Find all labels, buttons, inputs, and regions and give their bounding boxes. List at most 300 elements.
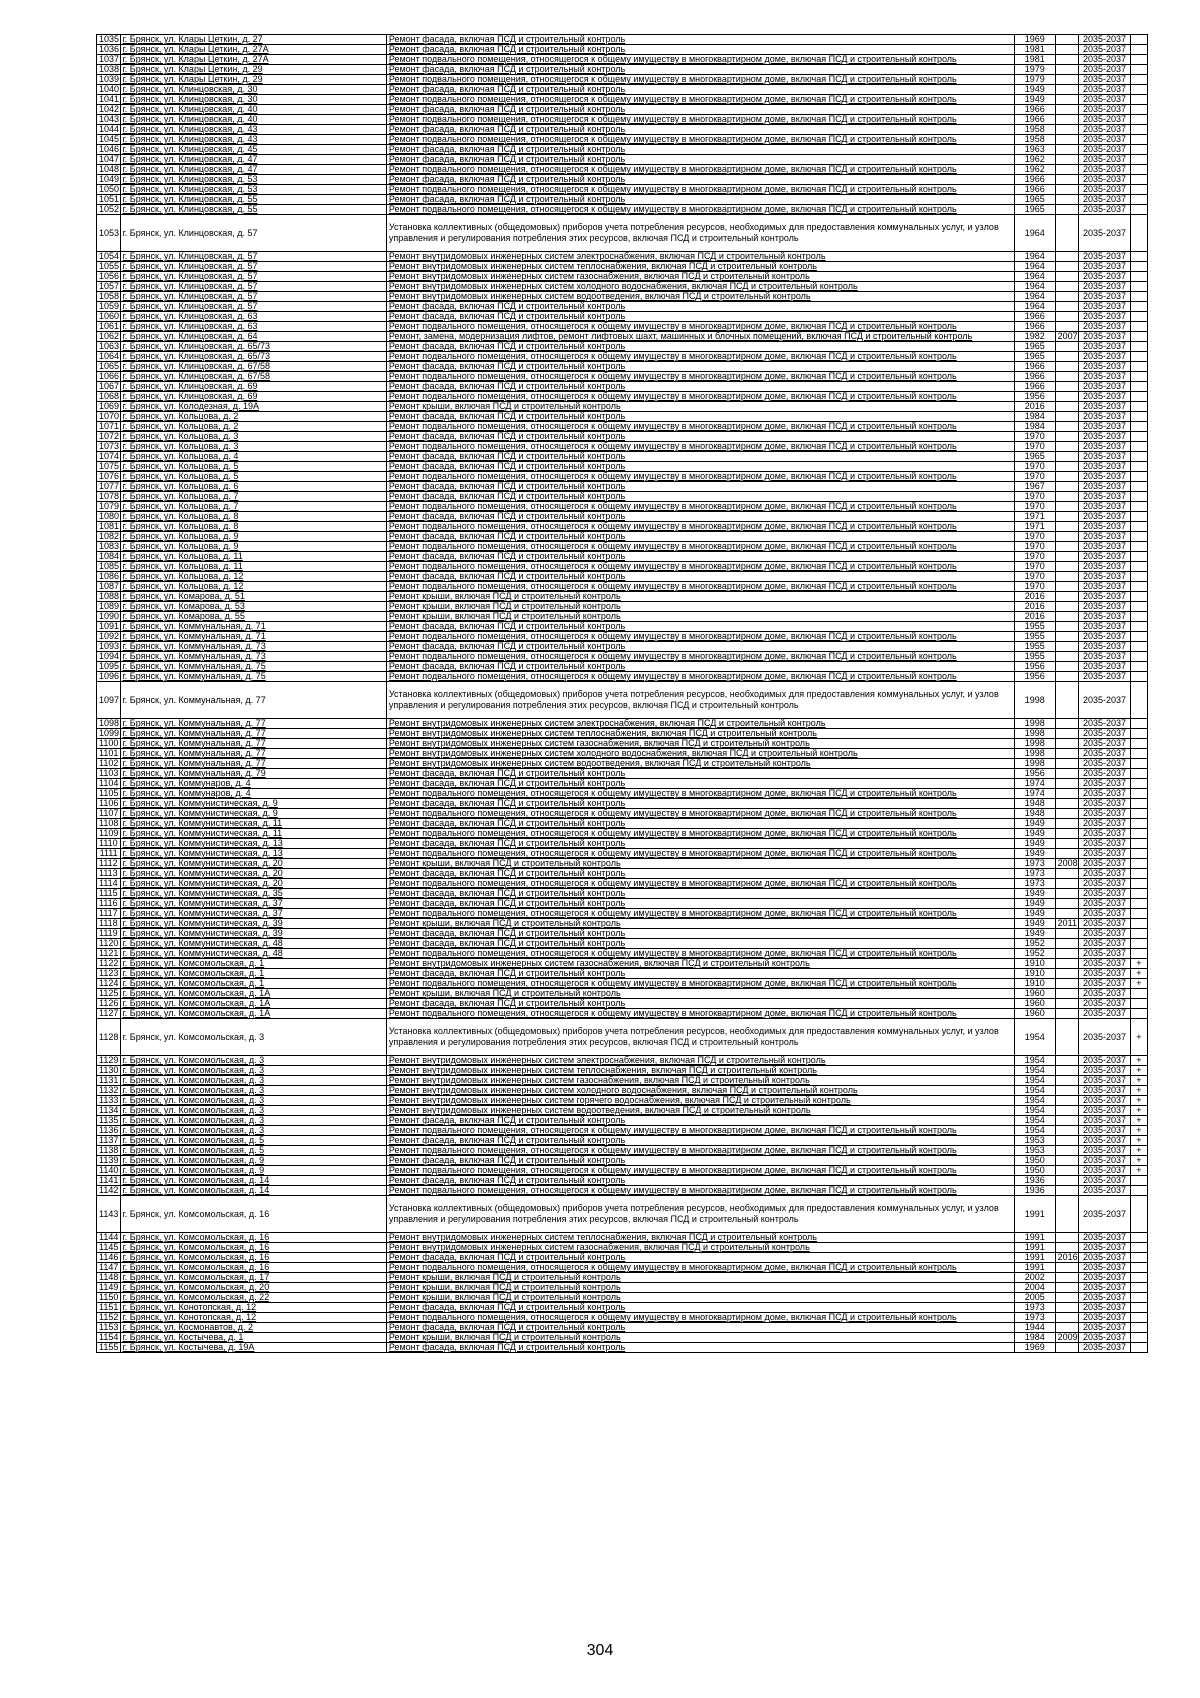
work-type-cell: Ремонт крыши, включая ПСД и строительный контроль [386,919,1014,929]
row-number: 1108 [97,819,121,829]
repair-year-cell: 2009 [1055,1333,1079,1343]
row-number: 1048 [97,165,121,175]
work-type-cell: Ремонт фасада, включая ПСД и строительный контроль [386,35,1014,45]
build-year-cell: 1953 [1014,1146,1055,1156]
address-cell: г. Брянск, ул. Кольцова, д. 2 [120,422,386,432]
row-number: 1059 [97,302,121,312]
table-row [97,382,1148,392]
row-number: 1111 [97,849,121,859]
row-number: 1071 [97,422,121,432]
work-type-cell: Ремонт внутридомовых инженерных систем холодного водоснабжения, включая ПСД и строительный контроль [386,1086,1014,1096]
repair-year-cell [1055,652,1079,662]
mark-cell [1130,1283,1147,1293]
build-year-cell: 1973 [1014,869,1055,879]
repair-year-cell [1055,402,1079,412]
work-type-cell: Ремонт фасада, включая ПСД и строительный контроль [386,412,1014,422]
mark-cell: + [1130,969,1147,979]
period-cell: 2035-2037 [1079,1106,1131,1116]
repair-year-cell [1055,372,1079,382]
period-cell: 2035-2037 [1079,125,1131,135]
repair-year-cell [1055,1186,1079,1196]
period-cell: 2035-2037 [1079,969,1131,979]
work-type-cell: Ремонт подвального помещения, относящегося к общему имуществу в многоквартирном доме, включая ПСД и строительный контроль [386,442,1014,452]
mark-cell [1130,322,1147,332]
row-number: 1082 [97,532,121,542]
work-type-cell: Ремонт фасада, включая ПСД и строительный контроль [386,1116,1014,1126]
period-cell: 2035-2037 [1079,302,1131,312]
work-type-cell: Ремонт подвального помещения, относящегося к общему имуществу в многоквартирном доме, включая ПСД и строительный контроль [386,95,1014,105]
period-cell: 2035-2037 [1079,422,1131,432]
period-cell: 2035-2037 [1079,145,1131,155]
work-type-cell: Ремонт фасада, включая ПСД и строительный контроль [386,145,1014,155]
period-cell: 2035-2037 [1079,1086,1131,1096]
work-type-cell: Ремонт фасада, включая ПСД и строительный контроль [386,312,1014,322]
repair-year-cell [1055,1076,1079,1086]
build-year-cell: 1960 [1014,1009,1055,1019]
mark-cell [1130,809,1147,819]
period-cell: 2035-2037 [1079,185,1131,195]
repair-year-cell [1055,522,1079,532]
row-number: 1091 [97,622,121,632]
mark-cell [1130,35,1147,45]
period-cell: 2035-2037 [1079,95,1131,105]
mark-cell [1130,1273,1147,1283]
work-type-cell: Ремонт фасада, включая ПСД и строительный контроль [386,1156,1014,1166]
address-cell: г. Брянск, ул. Коммунальная, д. 77 [120,739,386,749]
row-number: 1050 [97,185,121,195]
mark-cell [1130,105,1147,115]
build-year-cell: 1964 [1014,302,1055,312]
repair-year-cell [1055,155,1079,165]
work-type-cell: Ремонт подвального помещения, относящегося к общему имуществу в многоквартирном доме, включая ПСД и строительный контроль [386,135,1014,145]
row-number: 1125 [97,989,121,999]
mark-cell [1130,622,1147,632]
period-cell: 2035-2037 [1079,1136,1131,1146]
build-year-cell: 1936 [1014,1186,1055,1196]
mark-cell [1130,989,1147,999]
repair-year-cell [1055,1303,1079,1313]
repair-year-cell [1055,195,1079,205]
address-cell: г. Брянск, ул. Клинцовская, д. 67/58 [120,362,386,372]
work-type-cell: Ремонт фасада, включая ПСД и строительный контроль [386,889,1014,899]
mark-cell [1130,1293,1147,1303]
work-type-cell: Ремонт подвального помещения, относящегося к общему имуществу в многоквартирном доме, включая ПСД и строительный контроль [386,789,1014,799]
repair-year-cell [1055,1313,1079,1323]
address-cell: г. Брянск, ул. Кольцова, д. 11 [120,562,386,572]
period-cell: 2035-2037 [1079,1166,1131,1176]
period-cell: 2035-2037 [1079,1076,1131,1086]
row-number: 1141 [97,1176,121,1186]
table-row [97,372,1148,382]
address-cell: г. Брянск, ул. Коммунальная, д. 75 [120,672,386,682]
period-cell: 2035-2037 [1079,682,1131,719]
row-number: 1124 [97,979,121,989]
address-cell: г. Брянск, ул. Кольцова, д. 11 [120,552,386,562]
mark-cell [1130,819,1147,829]
period-cell: 2035-2037 [1079,632,1131,642]
mark-cell [1130,55,1147,65]
table-row [97,115,1148,125]
repair-year-cell [1055,719,1079,729]
repair-year-cell [1055,1066,1079,1076]
repair-year-cell [1055,769,1079,779]
period-cell: 2035-2037 [1079,215,1131,252]
address-cell: г. Брянск, ул. Коммунистическая, д. 37 [120,909,386,919]
row-number: 1101 [97,749,121,759]
work-type-cell: Ремонт фасада, включая ПСД и строительный контроль [386,125,1014,135]
address-cell: г. Брянск, ул. Кольцова, д. 6 [120,482,386,492]
period-cell: 2035-2037 [1079,522,1131,532]
repair-year-cell [1055,532,1079,542]
period-cell: 2035-2037 [1079,1313,1131,1323]
build-year-cell: 1956 [1014,672,1055,682]
period-cell: 2035-2037 [1079,562,1131,572]
work-type-cell: Ремонт фасада, включая ПСД и строительный контроль [386,382,1014,392]
work-type-cell: Ремонт фасада, включая ПСД и строительный контроль [386,512,1014,522]
mark-cell [1130,65,1147,75]
table-row [97,402,1148,412]
repair-year-cell [1055,145,1079,155]
address-cell: г. Брянск, ул. Клинцовская, д. 47 [120,155,386,165]
mark-cell: + [1130,1019,1147,1056]
address-cell: г. Брянск, ул. Коммунистическая, д. 48 [120,939,386,949]
period-cell: 2035-2037 [1079,1233,1131,1243]
build-year-cell: 1984 [1014,412,1055,422]
address-cell: г. Брянск, ул. Клары Цеткин, д. 27 [120,35,386,45]
table-row [97,819,1148,829]
period-cell: 2035-2037 [1079,672,1131,682]
table-row [97,1323,1148,1333]
mark-cell [1130,1243,1147,1253]
build-year-cell: 1979 [1014,65,1055,75]
work-type-cell: Ремонт фасада, включая ПСД и строительный контроль [386,969,1014,979]
repair-year-cell [1055,55,1079,65]
build-year-cell: 1949 [1014,899,1055,909]
work-type-cell: Ремонт подвального помещения, относящегося к общему имуществу в многоквартирном доме, включая ПСД и строительный контроль [386,949,1014,959]
period-cell: 2035-2037 [1079,292,1131,302]
mark-cell: + [1130,1086,1147,1096]
build-year-cell: 1949 [1014,839,1055,849]
row-number: 1051 [97,195,121,205]
build-year-cell: 1969 [1014,35,1055,45]
period-cell: 2035-2037 [1079,322,1131,332]
address-cell: г. Брянск, ул. Комсомольская, д. 3 [120,1126,386,1136]
repair-year-cell [1055,1283,1079,1293]
table-row [97,1086,1148,1096]
address-cell: г. Брянск, ул. Коммунистическая, д. 48 [120,949,386,959]
mark-cell [1130,779,1147,789]
address-cell: г. Брянск, ул. Комсомольская, д. 17 [120,1273,386,1283]
address-cell: г. Брянск, ул. Клинцовская, д. 30 [120,85,386,95]
period-cell: 2035-2037 [1079,642,1131,652]
address-cell: г. Брянск, ул. Коммунистическая, д. 9 [120,809,386,819]
build-year-cell: 1949 [1014,829,1055,839]
period-cell: 2035-2037 [1079,759,1131,769]
work-type-cell: Ремонт подвального помещения, относящегося к общему имуществу в многоквартирном доме, включая ПСД и строительный контроль [386,849,1014,859]
build-year-cell: 1964 [1014,272,1055,282]
row-number: 1065 [97,362,121,372]
mark-cell [1130,839,1147,849]
row-number: 1075 [97,462,121,472]
period-cell: 2035-2037 [1079,272,1131,282]
mark-cell [1130,1303,1147,1313]
mark-cell [1130,252,1147,262]
table-row [97,1233,1148,1243]
address-cell: г. Брянск, ул. Кольцова, д. 5 [120,462,386,472]
address-cell: г. Брянск, ул. Кольцова, д. 7 [120,492,386,502]
repair-year-cell [1055,809,1079,819]
address-cell: г. Брянск, ул. Кольцова, д. 4 [120,452,386,462]
build-year-cell: 1974 [1014,789,1055,799]
build-year-cell: 1966 [1014,362,1055,372]
row-number: 1151 [97,1303,121,1313]
build-year-cell: 1958 [1014,125,1055,135]
address-cell: г. Брянск, ул. Кольцова, д. 5 [120,472,386,482]
table-row [97,939,1148,949]
repair-year-cell [1055,1056,1079,1066]
mark-cell [1130,1313,1147,1323]
build-year-cell: 1960 [1014,999,1055,1009]
table-row [97,769,1148,779]
address-cell: г. Брянск, ул. Коммунистическая, д. 9 [120,799,386,809]
period-cell: 2035-2037 [1079,502,1131,512]
period-cell: 2035-2037 [1079,1126,1131,1136]
work-type-cell: Ремонт подвального помещения, относящегося к общему имуществу в многоквартирном доме, включая ПСД и строительный контроль [386,582,1014,592]
table-row [97,642,1148,652]
row-number: 1145 [97,1243,121,1253]
work-type-cell: Ремонт внутридомовых инженерных систем холодного водоснабжения, включая ПСД и строительный контроль [386,749,1014,759]
build-year-cell: 1973 [1014,1313,1055,1323]
address-cell: г. Брянск, ул. Коммунистическая, д. 35 [120,889,386,899]
period-cell: 2035-2037 [1079,462,1131,472]
work-type-cell: Ремонт внутридомовых инженерных систем горячего водоснабжения, включая ПСД и строительный контроль [386,1096,1014,1106]
build-year-cell: 2016 [1014,602,1055,612]
work-type-cell: Ремонт фасада, включая ПСД и строительный контроль [386,45,1014,55]
table-row [97,75,1148,85]
address-cell: г. Брянск, ул. Клинцовская, д. 65/73 [120,352,386,362]
work-type-cell: Ремонт внутридомовых инженерных систем газоснабжения, включая ПСД и строительный контроль [386,272,1014,282]
address-cell: г. Брянск, ул. Коммунальная, д. 71 [120,622,386,632]
table-row [97,719,1148,729]
period-cell: 2035-2037 [1079,85,1131,95]
address-cell: г. Брянск, ул. Комсомольская, д. 1А [120,989,386,999]
repair-year-cell [1055,65,1079,75]
work-type-cell: Установка коллективных (общедомовых) приборов учета потребления ресурсов, необходимых для предоставления коммунальных услуг, и узлов управления и регулирования потребления этих ресурсов, включая ПСД и строительный контроль [386,215,1014,252]
table-row [97,45,1148,55]
program-table-sheet [96,34,1148,1353]
address-cell: г. Брянск, ул. Комсомольская, д. 16 [120,1263,386,1273]
row-number: 1149 [97,1283,121,1293]
build-year-cell: 1956 [1014,392,1055,402]
repair-year-cell [1055,482,1079,492]
address-cell: г. Брянск, ул. Коммунаров, д. 4 [120,779,386,789]
mark-cell [1130,1333,1147,1343]
row-number: 1068 [97,392,121,402]
mark-cell [1130,362,1147,372]
work-type-cell: Ремонт подвального помещения, относящегося к общему имуществу в многоквартирном доме, включая ПСД и строительный контроль [386,1126,1014,1136]
row-number: 1047 [97,155,121,165]
work-type-cell: Ремонт внутридомовых инженерных систем водоотведения, включая ПСД и строительный контроль [386,1106,1014,1116]
table-row [97,522,1148,532]
work-type-cell: Ремонт фасада, включая ПСД и строительный контроль [386,462,1014,472]
period-cell: 2035-2037 [1079,1096,1131,1106]
build-year-cell: 1954 [1014,1116,1055,1126]
table-row [97,779,1148,789]
period-cell: 2035-2037 [1079,899,1131,909]
mark-cell [1130,512,1147,522]
period-cell: 2035-2037 [1079,452,1131,462]
work-type-cell: Ремонт крыши, включая ПСД и строительный контроль [386,1333,1014,1343]
table-row [97,352,1148,362]
mark-cell [1130,312,1147,322]
repair-year-cell [1055,412,1079,422]
build-year-cell: 1998 [1014,729,1055,739]
table-row [97,989,1148,999]
table-row [97,672,1148,682]
build-year-cell: 1965 [1014,195,1055,205]
address-cell: г. Брянск, ул. Коммунистическая, д. 39 [120,919,386,929]
address-cell: г. Брянск, ул. Комсомольская, д. 1 [120,959,386,969]
table-row [97,562,1148,572]
address-cell: г. Брянск, ул. Коммунальная, д. 77 [120,749,386,759]
work-type-cell: Ремонт фасада, включая ПСД и строительный контроль [386,482,1014,492]
work-type-cell: Ремонт подвального помещения, относящегося к общему имуществу в многоквартирном доме, включая ПСД и строительный контроль [386,672,1014,682]
build-year-cell: 1970 [1014,502,1055,512]
address-cell: г. Брянск, ул. Колодезная, д. 19А [120,402,386,412]
address-cell: г. Брянск, ул. Клинцовская, д. 69 [120,392,386,402]
repair-year-cell [1055,572,1079,582]
table-row [97,859,1148,869]
mark-cell [1130,302,1147,312]
table-row [97,482,1148,492]
table-row [97,1076,1148,1086]
work-type-cell: Ремонт подвального помещения, относящегося к общему имуществу в многоквартирном доме, включая ПСД и строительный контроль [386,979,1014,989]
build-year-cell: 1956 [1014,662,1055,672]
address-cell: г. Брянск, ул. Клары Цеткин, д. 29 [120,65,386,75]
row-number: 1089 [97,602,121,612]
repair-year-cell [1055,45,1079,55]
mark-cell [1130,272,1147,282]
row-number: 1109 [97,829,121,839]
address-cell: г. Брянск, ул. Комсомольская, д. 3 [120,1106,386,1116]
work-type-cell: Ремонт фасада, включая ПСД и строительный контроль [386,642,1014,652]
row-number: 1100 [97,739,121,749]
period-cell: 2035-2037 [1079,362,1131,372]
work-type-cell: Ремонт подвального помещения, относящегося к общему имуществу в многоквартирном доме, включая ПСД и строительный контроль [386,829,1014,839]
address-cell: г. Брянск, ул. Комсомольская, д. 3 [120,1076,386,1086]
work-type-cell: Ремонт внутридомовых инженерных систем теплоснабжения, включая ПСД и строительный контроль [386,1233,1014,1243]
row-number: 1138 [97,1146,121,1156]
period-cell: 2035-2037 [1079,542,1131,552]
row-number: 1085 [97,562,121,572]
table-row [97,462,1148,472]
mark-cell [1130,352,1147,362]
period-cell: 2035-2037 [1079,829,1131,839]
mark-cell [1130,729,1147,739]
table-row [97,919,1148,929]
build-year-cell: 1960 [1014,989,1055,999]
address-cell: г. Брянск, ул. Конотопская, д. 12 [120,1303,386,1313]
mark-cell: + [1130,1106,1147,1116]
mark-cell [1130,739,1147,749]
repair-year-cell [1055,252,1079,262]
repair-year-cell [1055,779,1079,789]
period-cell: 2035-2037 [1079,55,1131,65]
table-row [97,155,1148,165]
repair-year-cell [1055,602,1079,612]
repair-year-cell [1055,392,1079,402]
mark-cell [1130,185,1147,195]
table-row [97,392,1148,402]
repair-year-cell [1055,1166,1079,1176]
address-cell: г. Брянск, ул. Комсомольская, д. 14 [120,1186,386,1196]
address-cell: г. Брянск, ул. Коммунистическая, д. 13 [120,849,386,859]
row-number: 1150 [97,1293,121,1303]
period-cell: 2035-2037 [1079,999,1131,1009]
repair-year-cell [1055,889,1079,899]
row-number: 1056 [97,272,121,282]
mark-cell: + [1130,1116,1147,1126]
row-number: 1105 [97,789,121,799]
work-type-cell: Ремонт фасада, включая ПСД и строительный контроль [386,622,1014,632]
row-number: 1067 [97,382,121,392]
address-cell: г. Брянск, ул. Комсомольская, д. 5 [120,1146,386,1156]
mark-cell [1130,929,1147,939]
build-year-cell: 1953 [1014,1136,1055,1146]
build-year-cell: 1970 [1014,432,1055,442]
table-row [97,1156,1148,1166]
period-cell: 2035-2037 [1079,879,1131,889]
repair-year-cell [1055,662,1079,672]
build-year-cell: 1984 [1014,1333,1055,1343]
table-row [97,869,1148,879]
build-year-cell: 1954 [1014,1019,1055,1056]
address-cell: г. Брянск, ул. Кольцова, д. 12 [120,582,386,592]
period-cell: 2035-2037 [1079,739,1131,749]
period-cell: 2035-2037 [1079,849,1131,859]
repair-year-cell [1055,512,1079,522]
row-number: 1086 [97,572,121,582]
address-cell: г. Брянск, ул. Коммунаров, д. 4 [120,789,386,799]
row-number: 1094 [97,652,121,662]
address-cell: г. Брянск, ул. Коммунальная, д. 75 [120,662,386,672]
row-number: 1106 [97,799,121,809]
mark-cell [1130,869,1147,879]
work-type-cell: Ремонт подвального помещения, относящегося к общему имуществу в многоквартирном доме, включая ПСД и строительный контроль [386,55,1014,65]
address-cell: г. Брянск, ул. Кольцова, д. 12 [120,572,386,582]
address-cell: г. Брянск, ул. Комарова, д. 53 [120,602,386,612]
table-row [97,1166,1148,1176]
address-cell: г. Брянск, ул. Клинцовская, д. 67/58 [120,372,386,382]
period-cell: 2035-2037 [1079,552,1131,562]
address-cell: г. Брянск, ул. Клинцовская, д. 30 [120,95,386,105]
table-row [97,652,1148,662]
period-cell: 2035-2037 [1079,1156,1131,1166]
table-row [97,55,1148,65]
build-year-cell: 1962 [1014,155,1055,165]
table-row [97,1333,1148,1343]
repair-year-cell [1055,362,1079,372]
work-type-cell: Ремонт крыши, включая ПСД и строительный контроль [386,402,1014,412]
table-row [97,502,1148,512]
repair-year-cell: 2016 [1055,1253,1079,1263]
period-cell: 2035-2037 [1079,729,1131,739]
mark-cell [1130,899,1147,909]
table-row [97,1343,1148,1353]
table-row [97,1126,1148,1136]
repair-year-cell [1055,472,1079,482]
period-cell: 2035-2037 [1079,392,1131,402]
